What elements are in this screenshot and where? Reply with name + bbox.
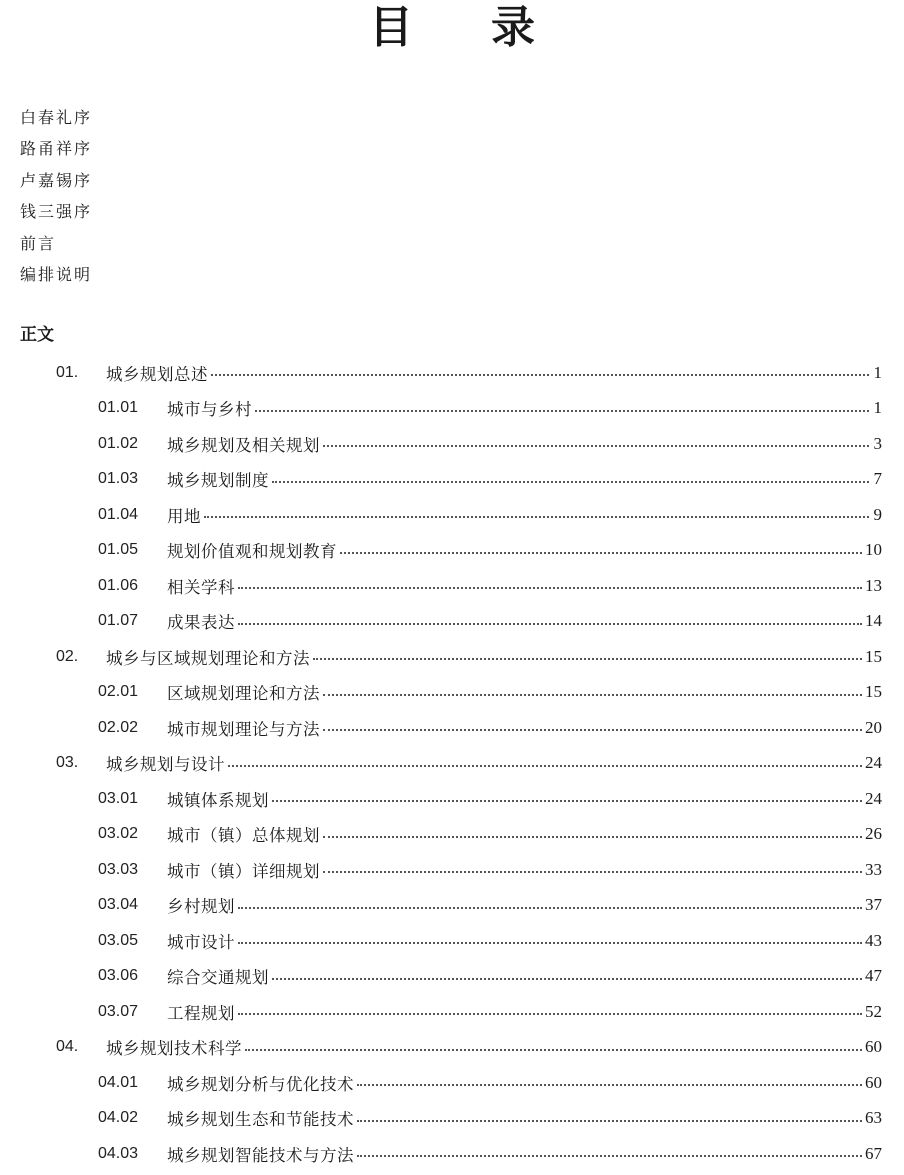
toc-number: 02. (56, 647, 79, 665)
dot-leader (245, 1048, 862, 1051)
toc-chapter-row[interactable] (0, 355, 904, 391)
toc-number: 01.04 (98, 505, 139, 523)
toc-number: 04.03 (98, 1144, 139, 1162)
dot-leader (357, 1083, 862, 1086)
toc-page-number: 24 (865, 788, 882, 808)
dot-leader (357, 1154, 862, 1157)
toc-title: 乡村规划 (167, 897, 235, 917)
toc-number: 04.01 (98, 1073, 139, 1091)
dot-leader (238, 906, 862, 909)
toc-section-row[interactable] (0, 781, 904, 817)
toc-page-number: 33 (865, 859, 882, 879)
toc-section-row[interactable] (0, 675, 904, 711)
dot-leader (357, 1119, 862, 1122)
preface-item[interactable]: 路甬祥序 (20, 139, 93, 159)
dot-leader (340, 551, 862, 554)
toc-page-number: 60 (865, 1072, 882, 1092)
toc-section-row[interactable] (0, 923, 904, 959)
toc-page-number: 7 (873, 469, 882, 489)
dot-leader (211, 373, 869, 376)
toc-page-number: 9 (873, 504, 882, 524)
preface-item[interactable]: 前言 (20, 233, 57, 253)
toc-title: 成果表达 (167, 613, 235, 633)
toc-page-number: 52 (865, 1001, 882, 1021)
toc-number: 02.01 (98, 683, 139, 701)
dot-leader (228, 764, 862, 767)
toc-page-number: 1 (873, 362, 882, 382)
toc-title: 城乡规划智能技术与方法 (167, 1145, 354, 1165)
toc-number: 03.03 (98, 860, 139, 878)
toc-number: 03.07 (98, 1002, 139, 1020)
preface-item[interactable]: 编排说明 (20, 264, 93, 284)
toc-section-row[interactable] (0, 391, 904, 427)
toc-section-row[interactable] (0, 1065, 904, 1101)
toc-page-number: 3 (873, 433, 882, 453)
toc-number: 01.07 (98, 612, 139, 630)
dot-leader (272, 977, 862, 980)
toc-page-number: 37 (865, 895, 882, 915)
page-title (0, 2, 904, 54)
toc-title: 城乡规划制度 (167, 471, 269, 491)
toc-page-number: 14 (865, 611, 882, 631)
toc-number: 03.01 (98, 789, 139, 807)
toc-title: 城镇体系规划 (167, 790, 269, 810)
toc-title: 规划价值观和规划教育 (167, 542, 337, 562)
dot-leader (238, 941, 862, 944)
page-title-char-1: 目 (369, 2, 413, 53)
toc-page-number: 47 (865, 966, 882, 986)
toc-title: 城乡规划与设计 (106, 755, 225, 775)
toc-section-row[interactable] (0, 1101, 904, 1137)
toc-number: 02.02 (98, 718, 139, 736)
toc-title: 城乡规划及相关规划 (167, 435, 320, 455)
preface-item[interactable]: 卢嘉锡序 (20, 170, 93, 190)
toc-page-number: 15 (865, 646, 882, 666)
dot-leader (313, 657, 862, 660)
toc-section-row[interactable] (0, 888, 904, 924)
toc-section-row[interactable] (0, 959, 904, 995)
toc-title: 城市规划理论与方法 (167, 719, 320, 739)
toc-number: 03.05 (98, 931, 139, 949)
toc-chapter-row[interactable] (0, 639, 904, 675)
toc-section-row[interactable] (0, 462, 904, 498)
toc-number: 03.02 (98, 825, 139, 843)
toc-title: 城市（镇）总体规划 (167, 826, 320, 846)
toc-page-number: 26 (865, 824, 882, 844)
toc-section-row[interactable] (0, 1136, 904, 1172)
toc-number: 03. (56, 754, 79, 772)
toc-number: 01.03 (98, 470, 139, 488)
toc-chapter-row[interactable] (0, 1030, 904, 1066)
toc-number: 03.04 (98, 896, 139, 914)
toc-title: 工程规划 (167, 1003, 235, 1023)
toc-title: 城市设计 (167, 932, 235, 952)
toc-title: 城市（镇）详细规划 (167, 861, 320, 881)
page-title-char-2: 录 (491, 2, 535, 53)
toc-number: 01. (56, 363, 79, 381)
toc-title: 城乡规划技术科学 (106, 1039, 242, 1059)
toc-section-row[interactable] (0, 568, 904, 604)
toc-title: 城乡规划总述 (106, 364, 208, 384)
toc-title: 城市与乡村 (167, 400, 252, 420)
toc-page-number: 63 (865, 1108, 882, 1128)
toc-title: 城乡规划分析与优化技术 (167, 1074, 354, 1094)
table-of-contents (0, 355, 904, 1172)
dot-leader (323, 728, 862, 731)
dot-leader (255, 409, 869, 412)
toc-number: 01.06 (98, 576, 139, 594)
preface-item[interactable]: 钱三强序 (20, 202, 93, 222)
preface-list (20, 102, 92, 290)
toc-page-number: 20 (865, 717, 882, 737)
toc-section-row[interactable] (0, 497, 904, 533)
toc-page-number: 10 (865, 540, 882, 560)
toc-number: 01.01 (98, 399, 139, 417)
toc-number: 03.06 (98, 967, 139, 985)
preface-item[interactable]: 白春礼序 (20, 108, 93, 127)
toc-number: 04. (56, 1038, 79, 1056)
toc-section-row[interactable] (0, 817, 904, 853)
toc-page-number: 15 (865, 682, 882, 702)
toc-title: 相关学科 (167, 577, 235, 597)
dot-leader (323, 835, 862, 838)
toc-page-number: 67 (865, 1143, 882, 1163)
section-heading: 正文 (20, 325, 54, 345)
dot-leader (204, 515, 869, 518)
toc-page-number: 60 (865, 1037, 882, 1057)
toc-number: 01.02 (98, 434, 139, 452)
dot-leader (323, 444, 869, 447)
toc-title: 城乡规划生态和节能技术 (167, 1110, 354, 1130)
toc-title: 区域规划理论和方法 (167, 684, 320, 704)
dot-leader (238, 622, 862, 625)
toc-section-row[interactable] (0, 604, 904, 640)
toc-page-number: 43 (865, 930, 882, 950)
toc-number: 01.05 (98, 541, 139, 559)
toc-section-row[interactable] (0, 852, 904, 888)
toc-number: 04.02 (98, 1109, 139, 1127)
dot-leader (323, 693, 862, 696)
dot-leader (238, 1012, 862, 1015)
toc-section-row[interactable] (0, 994, 904, 1030)
toc-chapter-row[interactable] (0, 746, 904, 782)
toc-page-number: 1 (873, 398, 882, 418)
toc-section-row[interactable] (0, 710, 904, 746)
toc-section-row[interactable] (0, 426, 904, 462)
toc-title: 用地 (167, 506, 201, 526)
dot-leader (238, 586, 862, 589)
toc-section-row[interactable] (0, 533, 904, 569)
dot-leader (272, 480, 869, 483)
dot-leader (272, 799, 862, 802)
toc-title: 城乡与区域规划理论和方法 (106, 648, 310, 668)
toc-page-number: 13 (865, 575, 882, 595)
toc-title: 综合交通规划 (167, 968, 269, 988)
toc-page-number: 24 (865, 753, 882, 773)
dot-leader (323, 870, 862, 873)
